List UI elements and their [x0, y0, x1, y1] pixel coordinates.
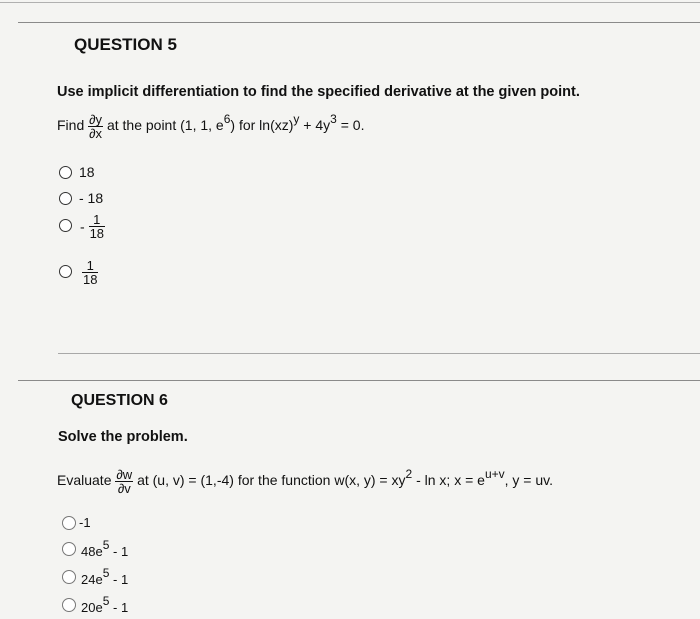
q5-option-4-den: 18 — [83, 272, 98, 287]
q5-find-label: Find — [57, 117, 85, 134]
q6-option-2-base: 48e — [81, 544, 103, 559]
q6-option-4-tail: - 1 — [109, 600, 129, 615]
q5-option-3-den: 18 — [89, 226, 105, 241]
q6-title: QUESTION 6 — [71, 392, 168, 409]
q5-bottom-divider — [58, 353, 700, 354]
q6-option-4-exp: 5 — [102, 594, 110, 608]
top-divider — [0, 2, 700, 3]
q5-point-exp: 6 — [223, 112, 231, 127]
q6-exp-a: 2 — [405, 467, 413, 482]
q5-option-4-radio[interactable] — [59, 265, 72, 278]
q6-option-3-base: 24e — [81, 572, 103, 587]
q5-deriv-den: ∂x — [89, 126, 103, 141]
q5-point-text: at the point (1, 1, e — [106, 117, 224, 134]
q5-eq-end: = 0. — [340, 117, 365, 134]
q6-option-1-label: -1 — [79, 515, 91, 530]
q5-top-divider — [18, 22, 700, 23]
q6-text-b: - ln x; x = e — [416, 472, 485, 489]
q6-option-2-radio[interactable] — [62, 542, 76, 556]
q6-eval-label: Evaluate — [57, 472, 112, 489]
q6-option-3-radio[interactable] — [62, 570, 76, 584]
q6-option-3-tail: - 1 — [109, 572, 129, 587]
q6-text-c: , y = uv. — [504, 472, 553, 489]
q6-option-1-radio[interactable] — [62, 516, 76, 530]
q5-option-3-sign: - — [80, 218, 85, 235]
q5-option-3-fraction — [89, 213, 105, 240]
q5-derivative — [88, 113, 103, 140]
q6-instruction: Solve the problem. — [58, 429, 188, 445]
q5-for-text: ) for ln(xz) — [230, 117, 294, 134]
q5-title: QUESTION 5 — [74, 35, 177, 54]
q6-option-4-radio[interactable] — [62, 598, 76, 612]
q6-derivative — [115, 468, 133, 495]
q5-eq-exp2: 3 — [330, 112, 337, 127]
q5-instruction: Use implicit differentiation to find the specified derivative at the given point. — [57, 84, 580, 100]
q6-top-divider — [18, 380, 700, 381]
q6-prompt — [57, 468, 553, 495]
q6-text-a: at (u, v) = (1,-4) for the function w(x, y) = xy — [137, 472, 406, 489]
q5-option-2-radio[interactable] — [59, 192, 72, 205]
q6-option-3-exp: 5 — [102, 566, 110, 580]
q5-option-3-radio[interactable] — [59, 219, 72, 232]
q5-option-3-label — [80, 213, 105, 240]
q5-option-4-label — [82, 259, 98, 286]
q5-option-3-num: 1 — [93, 212, 101, 227]
q5-eq-exp1: y — [293, 112, 300, 127]
q6-option-2-exp: 5 — [102, 538, 110, 552]
q5-option-1-radio[interactable] — [59, 166, 72, 179]
q6-option-4-base: 20e — [81, 600, 103, 615]
q5-deriv-num: ∂y — [89, 112, 103, 127]
q5-option-2-label: - 18 — [79, 190, 104, 206]
q6-option-3-label — [81, 566, 129, 587]
q6-deriv-den: ∂v — [115, 481, 133, 495]
q5-prompt — [57, 113, 364, 140]
q6-option-2-label — [81, 538, 129, 559]
q5-option-4-fraction — [82, 259, 98, 286]
q5-eq-mid: + 4y — [303, 117, 331, 134]
q6-exp-b: u+v — [484, 467, 505, 482]
q5-option-4-num: 1 — [86, 258, 94, 273]
q6-deriv-num: ∂w — [116, 467, 133, 482]
q5-option-1-label: 18 — [79, 164, 95, 180]
q6-option-4-label — [81, 594, 129, 615]
q6-option-2-tail: - 1 — [109, 544, 129, 559]
